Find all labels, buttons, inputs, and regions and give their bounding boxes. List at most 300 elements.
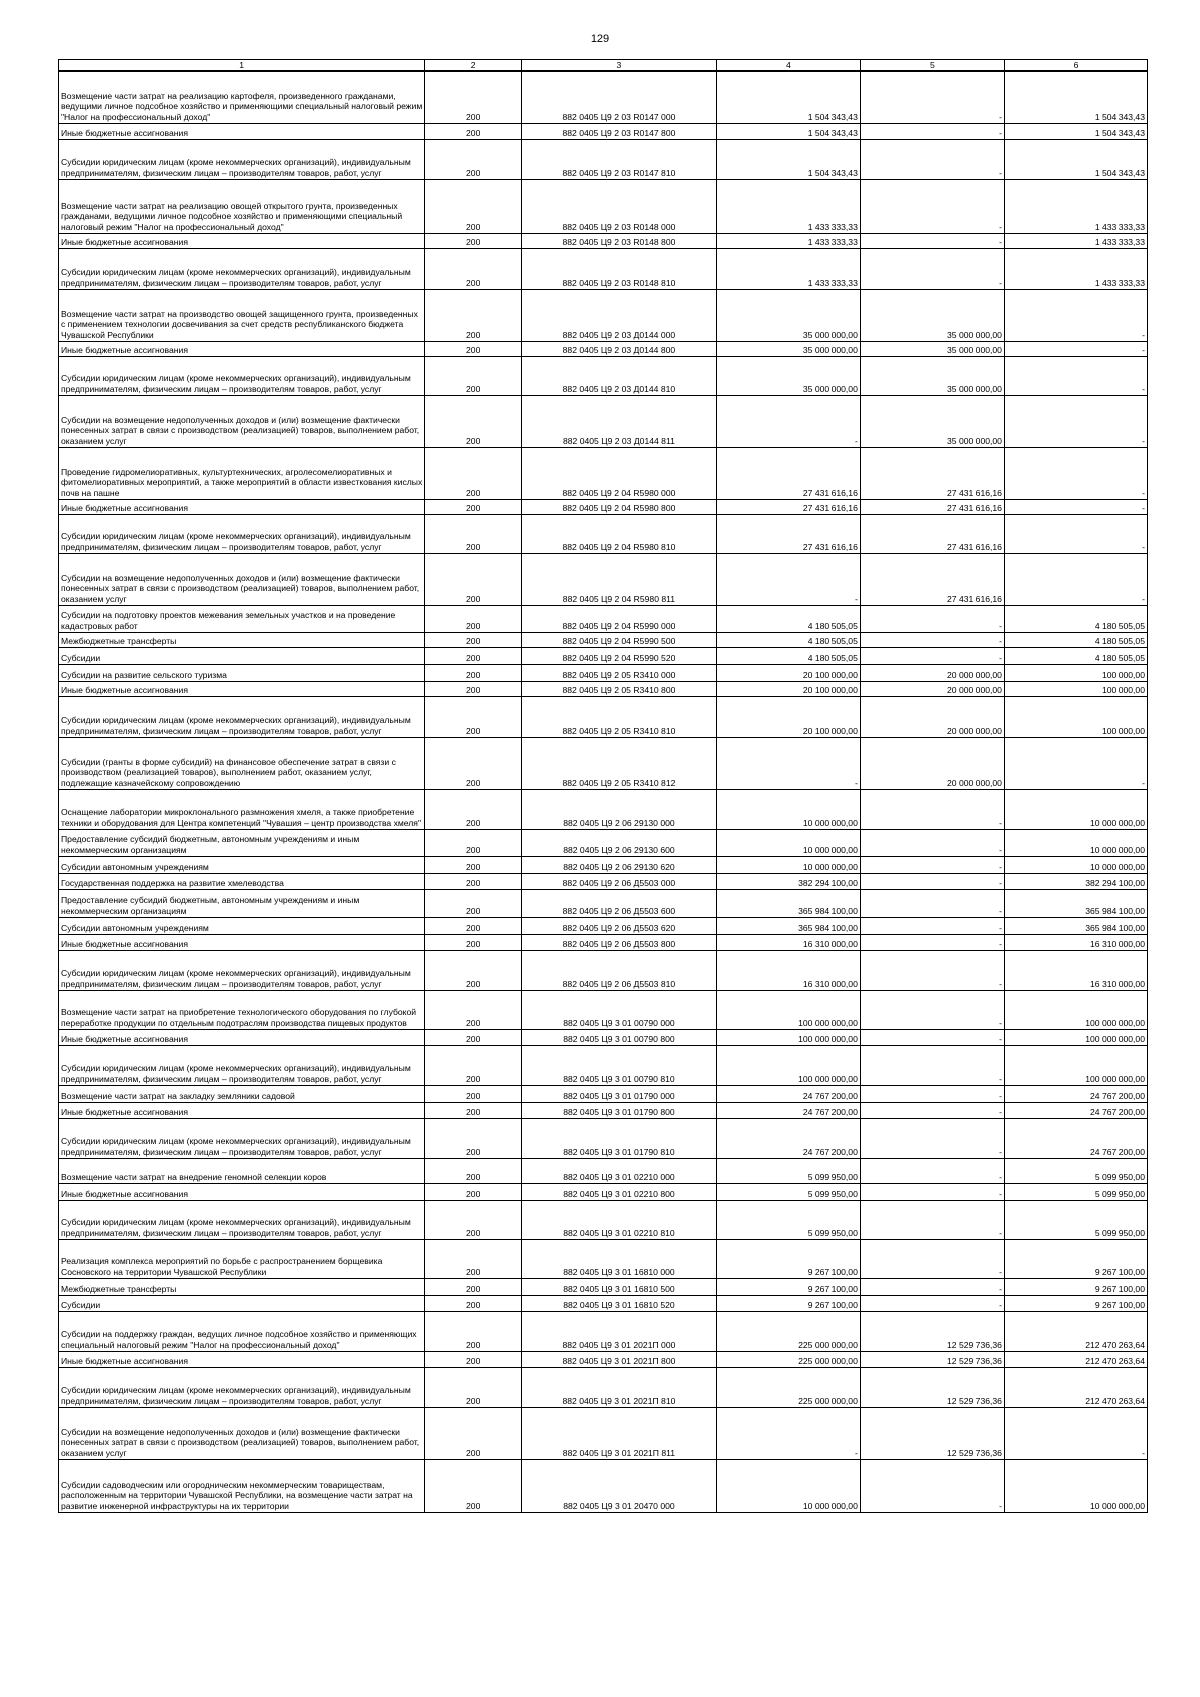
row-kbk: 882 0405 Ц9 2 03 Д0144 800 [522, 341, 717, 356]
row-kbk: 882 0405 Ц9 3 01 00790 800 [522, 1029, 717, 1045]
table-row [59, 1102, 1148, 1118]
table-row [59, 632, 1148, 647]
row-plan: 5 099 950,00 [716, 1183, 860, 1200]
row-exec: - [860, 179, 1004, 233]
row-code: 200 [425, 605, 522, 632]
row-plan: 16 310 000,00 [716, 950, 860, 990]
table-row [59, 248, 1148, 289]
row-name: Возмещение части затрат на реализацию овощей открытого грунта, произведенных гражданами, ведущими личное подсобное хозяйство и применяющими специальный налоговый режим "Налог на профессиональный доход" [59, 179, 425, 233]
row-code: 200 [425, 447, 522, 499]
row-code: 200 [425, 681, 522, 696]
row-kbk: 882 0405 Ц9 2 04 R5990 500 [522, 632, 717, 647]
row-rest: 10 000 000,00 [1004, 856, 1147, 873]
row-name: Субсидии на поддержку граждан, ведущих личное подсобное хозяйство и применяющих специальный налоговый режим "Налог на профессиональный доход" [59, 1311, 425, 1351]
row-exec: - [860, 1102, 1004, 1118]
table-row [59, 179, 1148, 233]
row-name: Оснащение лаборатории микроклонального размножения хмеля, а также приобретение техники и оборудования для Центра компетенций "Чувашия – центр производства хмеля" [59, 789, 425, 829]
row-rest: 1 504 343,43 [1004, 71, 1147, 123]
row-name: Иные бюджетные ассигнования [59, 233, 425, 248]
table-row [59, 139, 1148, 179]
row-exec: 27 431 616,16 [860, 447, 1004, 499]
row-code: 200 [425, 139, 522, 179]
row-code: 200 [425, 1351, 522, 1367]
row-exec: - [860, 856, 1004, 873]
row-name: Межбюджетные трансферты [59, 1278, 425, 1295]
row-name: Субсидии автономным учреждениям [59, 917, 425, 934]
row-rest: 5 099 950,00 [1004, 1183, 1147, 1200]
row-rest: 9 267 100,00 [1004, 1278, 1147, 1295]
table-row [59, 356, 1148, 395]
row-code: 200 [425, 395, 522, 447]
row-name: Иные бюджетные ассигнования [59, 1351, 425, 1367]
row-name: Субсидии [59, 1295, 425, 1311]
row-plan: 27 431 616,16 [716, 447, 860, 499]
row-rest: - [1004, 737, 1147, 789]
table-row [59, 934, 1148, 950]
table-row [59, 514, 1148, 553]
row-kbk: 882 0405 Ц9 3 01 16810 000 [522, 1239, 717, 1278]
row-name: Субсидии юридическим лицам (кроме некоммерческих организаций), индивидуальным предпринимателям, физическим лицам – производителям товаров, работ, услуг [59, 1200, 425, 1239]
row-plan: 225 000 000,00 [716, 1311, 860, 1351]
row-exec: 27 431 616,16 [860, 499, 1004, 514]
row-exec: - [860, 1239, 1004, 1278]
table-row [59, 873, 1148, 889]
row-kbk: 882 0405 Ц9 2 05 R3410 812 [522, 737, 717, 789]
row-rest: 100 000,00 [1004, 696, 1147, 737]
row-plan: 20 100 000,00 [716, 664, 860, 681]
row-kbk: 882 0405 Ц9 2 03 R0148 000 [522, 179, 717, 233]
row-kbk: 882 0405 Ц9 2 04 R5980 810 [522, 514, 717, 553]
row-code: 200 [425, 664, 522, 681]
row-rest: - [1004, 356, 1147, 395]
row-rest: 1 504 343,43 [1004, 139, 1147, 179]
row-code: 200 [425, 1295, 522, 1311]
table-row [59, 1085, 1148, 1102]
row-kbk: 882 0405 Ц9 2 04 R5980 811 [522, 553, 717, 605]
row-exec: - [860, 139, 1004, 179]
row-exec: - [860, 605, 1004, 632]
table-row [59, 1158, 1148, 1183]
row-name: Предоставление субсидий бюджетным, автономным учреждениям и иным некоммерческим организациям [59, 829, 425, 856]
row-plan: 27 431 616,16 [716, 514, 860, 553]
row-name: Иные бюджетные ассигнования [59, 1183, 425, 1200]
row-kbk: 882 0405 Ц9 3 01 02210 810 [522, 1200, 717, 1239]
row-rest: 16 310 000,00 [1004, 950, 1147, 990]
row-exec: - [860, 1085, 1004, 1102]
row-code: 200 [425, 873, 522, 889]
row-exec: 27 431 616,16 [860, 553, 1004, 605]
row-rest: 212 470 263,64 [1004, 1311, 1147, 1351]
table-row [59, 71, 1148, 123]
row-plan: 4 180 505,05 [716, 605, 860, 632]
table-row [59, 696, 1148, 737]
row-kbk: 882 0405 Ц9 2 03 R0148 810 [522, 248, 717, 289]
row-name: Субсидии на возмещение недополученных доходов и (или) возмещение фактически понесенных затрат в связи с производством (реализацией) товаров, выполнением работ, оказанием услуг [59, 395, 425, 447]
row-name: Иные бюджетные ассигнования [59, 341, 425, 356]
table-row [59, 289, 1148, 341]
row-plan: 9 267 100,00 [716, 1239, 860, 1278]
row-kbk: 882 0405 Ц9 3 01 01790 000 [522, 1085, 717, 1102]
row-exec: 12 529 736,36 [860, 1351, 1004, 1367]
row-code: 200 [425, 1029, 522, 1045]
row-rest: 10 000 000,00 [1004, 829, 1147, 856]
row-code: 200 [425, 356, 522, 395]
column-header-4: 4 [716, 60, 860, 72]
row-kbk: 882 0405 Ц9 2 05 R3410 810 [522, 696, 717, 737]
row-code: 200 [425, 123, 522, 139]
row-plan: 100 000 000,00 [716, 1045, 860, 1085]
row-name: Субсидии юридическим лицам (кроме некоммерческих организаций), индивидуальным предпринимателям, физическим лицам – производителям товаров, работ, услуг [59, 248, 425, 289]
row-kbk: 882 0405 Ц9 3 01 2021П 810 [522, 1367, 717, 1407]
row-name: Межбюджетные трансферты [59, 632, 425, 647]
row-rest: - [1004, 514, 1147, 553]
row-code: 200 [425, 248, 522, 289]
table-row [59, 1200, 1148, 1239]
column-header-2: 2 [425, 60, 522, 72]
row-name: Предоставление субсидий бюджетным, автономным учреждениям и иным некоммерческим организациям [59, 889, 425, 917]
row-exec: - [860, 647, 1004, 664]
page-number: 129 [590, 33, 610, 45]
row-kbk: 882 0405 Ц9 2 06 Д5503 000 [522, 873, 717, 889]
row-plan: - [716, 395, 860, 447]
table-row [59, 1407, 1148, 1459]
row-name: Субсидии на возмещение недополученных доходов и (или) возмещение фактически понесенных затрат в связи с производством (реализацией) товаров, выполнением работ, оказанием услуг [59, 1407, 425, 1459]
row-plan: 10 000 000,00 [716, 829, 860, 856]
row-code: 200 [425, 1407, 522, 1459]
row-rest: - [1004, 447, 1147, 499]
row-plan: 1 433 333,33 [716, 248, 860, 289]
row-plan: 16 310 000,00 [716, 934, 860, 950]
row-exec: 20 000 000,00 [860, 696, 1004, 737]
row-name: Возмещение части затрат на приобретение технологического оборудования по глубокой переработке продукции по отдельным подотраслям производства пищевых продуктов [59, 990, 425, 1029]
row-name: Возмещение части затрат на реализацию картофеля, произведенного гражданами, ведущими личное подсобное хозяйство и применяющими специальный налоговый режим "Налог на профессиональный доход" [59, 71, 425, 123]
row-rest: 100 000 000,00 [1004, 1045, 1147, 1085]
row-plan: 225 000 000,00 [716, 1351, 860, 1367]
row-plan: 225 000 000,00 [716, 1367, 860, 1407]
row-code: 200 [425, 632, 522, 647]
row-exec: - [860, 789, 1004, 829]
row-rest: - [1004, 553, 1147, 605]
row-code: 200 [425, 1311, 522, 1351]
table-row [59, 917, 1148, 934]
row-exec: - [860, 950, 1004, 990]
row-plan: 1 504 343,43 [716, 139, 860, 179]
table-row [59, 1367, 1148, 1407]
row-exec: 35 000 000,00 [860, 395, 1004, 447]
row-plan: 365 984 100,00 [716, 889, 860, 917]
row-plan: 27 431 616,16 [716, 499, 860, 514]
row-plan: 35 000 000,00 [716, 356, 860, 395]
row-kbk: 882 0405 Ц9 3 01 20470 000 [522, 1459, 717, 1512]
row-exec: - [860, 1200, 1004, 1239]
table-row [59, 1029, 1148, 1045]
row-code: 200 [425, 1158, 522, 1183]
row-rest: 10 000 000,00 [1004, 789, 1147, 829]
row-code: 200 [425, 341, 522, 356]
row-code: 200 [425, 950, 522, 990]
row-code: 200 [425, 829, 522, 856]
row-name: Субсидии автономным учреждениям [59, 856, 425, 873]
row-name: Государственная поддержка на развитие хмелеводства [59, 873, 425, 889]
column-header-1: 1 [59, 60, 425, 72]
row-code: 200 [425, 233, 522, 248]
row-code: 200 [425, 179, 522, 233]
row-plan: 9 267 100,00 [716, 1278, 860, 1295]
row-rest: 16 310 000,00 [1004, 934, 1147, 950]
row-rest: 100 000 000,00 [1004, 990, 1147, 1029]
row-code: 200 [425, 499, 522, 514]
table-row [59, 1118, 1148, 1158]
row-rest: 9 267 100,00 [1004, 1239, 1147, 1278]
row-exec: - [860, 1045, 1004, 1085]
row-exec: - [860, 233, 1004, 248]
row-name: Субсидии юридическим лицам (кроме некоммерческих организаций), индивидуальным предпринимателям, физическим лицам – производителям товаров, работ, услуг [59, 356, 425, 395]
row-name: Субсидии [59, 647, 425, 664]
row-kbk: 882 0405 Ц9 2 03 Д0144 811 [522, 395, 717, 447]
row-rest: 212 470 263,64 [1004, 1351, 1147, 1367]
row-plan: 100 000 000,00 [716, 1029, 860, 1045]
row-plan: 9 267 100,00 [716, 1295, 860, 1311]
row-rest: - [1004, 395, 1147, 447]
row-rest: - [1004, 341, 1147, 356]
table-row [59, 1045, 1148, 1085]
row-exec: 20 000 000,00 [860, 664, 1004, 681]
budget-table [58, 59, 1148, 1513]
row-rest: 100 000,00 [1004, 681, 1147, 696]
row-code: 200 [425, 737, 522, 789]
row-exec: - [860, 1118, 1004, 1158]
table-row [59, 1183, 1148, 1200]
row-exec: 20 000 000,00 [860, 681, 1004, 696]
row-code: 200 [425, 1239, 522, 1278]
row-exec: 27 431 616,16 [860, 514, 1004, 553]
row-code: 200 [425, 990, 522, 1029]
row-code: 200 [425, 553, 522, 605]
row-rest: 212 470 263,64 [1004, 1367, 1147, 1407]
table-row [59, 681, 1148, 696]
row-rest: 1 504 343,43 [1004, 123, 1147, 139]
row-kbk: 882 0405 Ц9 3 01 00790 000 [522, 990, 717, 1029]
row-plan: 1 433 333,33 [716, 179, 860, 233]
row-kbk: 882 0405 Ц9 2 04 R5980 800 [522, 499, 717, 514]
row-rest: 365 984 100,00 [1004, 889, 1147, 917]
row-plan: 24 767 200,00 [716, 1118, 860, 1158]
row-kbk: 882 0405 Ц9 2 05 R3410 000 [522, 664, 717, 681]
row-plan: 5 099 950,00 [716, 1200, 860, 1239]
row-code: 200 [425, 1183, 522, 1200]
row-exec: - [860, 829, 1004, 856]
table-row [59, 499, 1148, 514]
row-rest: 4 180 505,05 [1004, 647, 1147, 664]
row-kbk: 882 0405 Ц9 2 03 Д0144 810 [522, 356, 717, 395]
row-kbk: 882 0405 Ц9 3 01 01790 800 [522, 1102, 717, 1118]
row-plan: 24 767 200,00 [716, 1102, 860, 1118]
row-kbk: 882 0405 Ц9 2 04 R5990 000 [522, 605, 717, 632]
row-kbk: 882 0405 Ц9 3 01 2021П 811 [522, 1407, 717, 1459]
row-rest: 1 433 333,33 [1004, 248, 1147, 289]
row-code: 200 [425, 1118, 522, 1158]
row-kbk: 882 0405 Ц9 2 06 Д5503 620 [522, 917, 717, 934]
row-kbk: 882 0405 Ц9 2 03 R0148 800 [522, 233, 717, 248]
row-kbk: 882 0405 Ц9 3 01 00790 810 [522, 1045, 717, 1085]
table-row [59, 553, 1148, 605]
row-code: 200 [425, 789, 522, 829]
row-kbk: 882 0405 Ц9 2 03 R0147 810 [522, 139, 717, 179]
row-name: Иные бюджетные ассигнования [59, 499, 425, 514]
table-row [59, 1459, 1148, 1512]
row-code: 200 [425, 1102, 522, 1118]
table-row [59, 990, 1148, 1029]
row-rest: 4 180 505,05 [1004, 605, 1147, 632]
row-plan: 1 504 343,43 [716, 71, 860, 123]
row-rest: 4 180 505,05 [1004, 632, 1147, 647]
row-plan: 10 000 000,00 [716, 856, 860, 873]
row-code: 200 [425, 647, 522, 664]
row-exec: 12 529 736,36 [860, 1407, 1004, 1459]
row-name: Субсидии юридическим лицам (кроме некоммерческих организаций), индивидуальным предпринимателям, физическим лицам – производителям товаров, работ, услуг [59, 696, 425, 737]
row-rest: 24 767 200,00 [1004, 1118, 1147, 1158]
row-code: 200 [425, 889, 522, 917]
row-code: 200 [425, 696, 522, 737]
table-row [59, 1278, 1148, 1295]
row-kbk: 882 0405 Ц9 2 04 R5990 520 [522, 647, 717, 664]
row-name: Субсидии юридическим лицам (кроме некоммерческих организаций), индивидуальным предпринимателям, физическим лицам – производителям товаров, работ, услуг [59, 950, 425, 990]
row-code: 200 [425, 71, 522, 123]
row-name: Проведение гидромелиоративных, культуртехнических, агролесомелиоративных и фитомелиоративных мероприятий, а также мероприятий в области известкования кислых почв на пашне [59, 447, 425, 499]
table-row [59, 1239, 1148, 1278]
row-rest: 24 767 200,00 [1004, 1102, 1147, 1118]
row-exec: - [860, 248, 1004, 289]
row-name: Возмещение части затрат на внедрение геномной селекции коров [59, 1158, 425, 1183]
row-kbk: 882 0405 Ц9 3 01 2021П 000 [522, 1311, 717, 1351]
column-header-5: 5 [860, 60, 1004, 72]
row-code: 200 [425, 1278, 522, 1295]
table-row [59, 447, 1148, 499]
row-name: Субсидии юридическим лицам (кроме некоммерческих организаций), индивидуальным предпринимателям, физическим лицам – производителям товаров, работ, услуг [59, 139, 425, 179]
row-rest: 9 267 100,00 [1004, 1295, 1147, 1311]
row-name: Иные бюджетные ассигнования [59, 934, 425, 950]
row-kbk: 882 0405 Ц9 2 06 Д5503 600 [522, 889, 717, 917]
row-exec: 12 529 736,36 [860, 1311, 1004, 1351]
table-row [59, 950, 1148, 990]
row-code: 200 [425, 856, 522, 873]
row-exec: - [860, 1295, 1004, 1311]
row-plan: 20 100 000,00 [716, 681, 860, 696]
row-name: Субсидии на возмещение недополученных доходов и (или) возмещение фактически понесенных затрат в связи с производством (реализацией) товаров, выполнением работ, оказанием услуг [59, 553, 425, 605]
row-name: Иные бюджетные ассигнования [59, 123, 425, 139]
table-row [59, 789, 1148, 829]
row-code: 200 [425, 514, 522, 553]
row-kbk: 882 0405 Ц9 2 03 R0147 800 [522, 123, 717, 139]
row-plan: - [716, 1407, 860, 1459]
row-exec: - [860, 71, 1004, 123]
row-rest: 1 433 333,33 [1004, 179, 1147, 233]
row-name: Субсидии юридическим лицам (кроме некоммерческих организаций), индивидуальным предпринимателям, физическим лицам – производителям товаров, работ, услуг [59, 1045, 425, 1085]
row-name: Субсидии на развитие сельского туризма [59, 664, 425, 681]
table-row [59, 856, 1148, 873]
row-name: Иные бюджетные ассигнования [59, 1029, 425, 1045]
row-rest: 365 984 100,00 [1004, 917, 1147, 934]
row-plan: 4 180 505,05 [716, 632, 860, 647]
row-exec: - [860, 1029, 1004, 1045]
row-plan: 100 000 000,00 [716, 990, 860, 1029]
row-name: Иные бюджетные ассигнования [59, 681, 425, 696]
row-exec: 35 000 000,00 [860, 356, 1004, 395]
row-name: Субсидии юридическим лицам (кроме некоммерческих организаций), индивидуальным предпринимателям, физическим лицам – производителям товаров, работ, услуг [59, 1367, 425, 1407]
row-code: 200 [425, 1367, 522, 1407]
table-row [59, 737, 1148, 789]
row-plan: 35 000 000,00 [716, 289, 860, 341]
row-exec: - [860, 934, 1004, 950]
table-row [59, 829, 1148, 856]
row-rest: - [1004, 289, 1147, 341]
row-exec: - [860, 1278, 1004, 1295]
table-row [59, 123, 1148, 139]
row-plan: 10 000 000,00 [716, 1459, 860, 1512]
row-code: 200 [425, 917, 522, 934]
row-kbk: 882 0405 Ц9 3 01 16810 500 [522, 1278, 717, 1295]
row-kbk: 882 0405 Ц9 2 06 Д5503 800 [522, 934, 717, 950]
row-exec: 35 000 000,00 [860, 341, 1004, 356]
row-kbk: 882 0405 Ц9 2 06 Д5503 810 [522, 950, 717, 990]
column-header-3: 3 [522, 60, 717, 72]
row-plan: 1 433 333,33 [716, 233, 860, 248]
table-row [59, 1295, 1148, 1311]
row-exec: - [860, 873, 1004, 889]
row-plan: 365 984 100,00 [716, 917, 860, 934]
row-kbk: 882 0405 Ц9 2 05 R3410 800 [522, 681, 717, 696]
row-kbk: 882 0405 Ц9 3 01 02210 800 [522, 1183, 717, 1200]
table-row [59, 647, 1148, 664]
row-name: Субсидии (гранты в форме субсидий) на финансовое обеспечение затрат в связи с производством (реализацией товаров), выполнением работ, оказанием услуг, подлежащие казначейскому сопровождению [59, 737, 425, 789]
table-row [59, 395, 1148, 447]
row-kbk: 882 0405 Ц9 2 03 Д0144 000 [522, 289, 717, 341]
row-exec: - [860, 632, 1004, 647]
row-name: Субсидии юридическим лицам (кроме некоммерческих организаций), индивидуальным предпринимателям, физическим лицам – производителям товаров, работ, услуг [59, 1118, 425, 1158]
row-plan: 5 099 950,00 [716, 1158, 860, 1183]
row-rest: 1 433 333,33 [1004, 233, 1147, 248]
row-code: 200 [425, 934, 522, 950]
row-name: Реализация комплекса мероприятий по борьбе с распространением борщевика Сосновского на территории Чувашской Республики [59, 1239, 425, 1278]
row-code: 200 [425, 289, 522, 341]
row-kbk: 882 0405 Ц9 3 01 2021П 800 [522, 1351, 717, 1367]
row-kbk: 882 0405 Ц9 2 06 29130 000 [522, 789, 717, 829]
row-kbk: 882 0405 Ц9 3 01 01790 810 [522, 1118, 717, 1158]
row-rest: 10 000 000,00 [1004, 1459, 1147, 1512]
row-exec: 35 000 000,00 [860, 289, 1004, 341]
row-plan: 382 294 100,00 [716, 873, 860, 889]
row-kbk: 882 0405 Ц9 2 06 29130 600 [522, 829, 717, 856]
row-plan: 35 000 000,00 [716, 341, 860, 356]
row-rest: - [1004, 499, 1147, 514]
row-kbk: 882 0405 Ц9 3 01 16810 520 [522, 1295, 717, 1311]
row-name: Возмещение части затрат на закладку земляники садовой [59, 1085, 425, 1102]
row-rest: - [1004, 1407, 1147, 1459]
row-name: Субсидии садоводческим или огородническим некоммерческим товариществам, расположенным на территории Чувашской Республики, на возмещение части затрат на развитие инженерной инфраструктуры на их территории [59, 1459, 425, 1512]
row-exec: - [860, 1158, 1004, 1183]
row-rest: 100 000,00 [1004, 664, 1147, 681]
row-exec: - [860, 123, 1004, 139]
row-rest: 5 099 950,00 [1004, 1200, 1147, 1239]
row-name: Иные бюджетные ассигнования [59, 1102, 425, 1118]
row-rest: 100 000 000,00 [1004, 1029, 1147, 1045]
row-kbk: 882 0405 Ц9 2 06 29130 620 [522, 856, 717, 873]
table-row [59, 341, 1148, 356]
table-row [59, 1311, 1148, 1351]
row-code: 200 [425, 1045, 522, 1085]
row-plan: 10 000 000,00 [716, 789, 860, 829]
row-kbk: 882 0405 Ц9 2 04 R5980 000 [522, 447, 717, 499]
